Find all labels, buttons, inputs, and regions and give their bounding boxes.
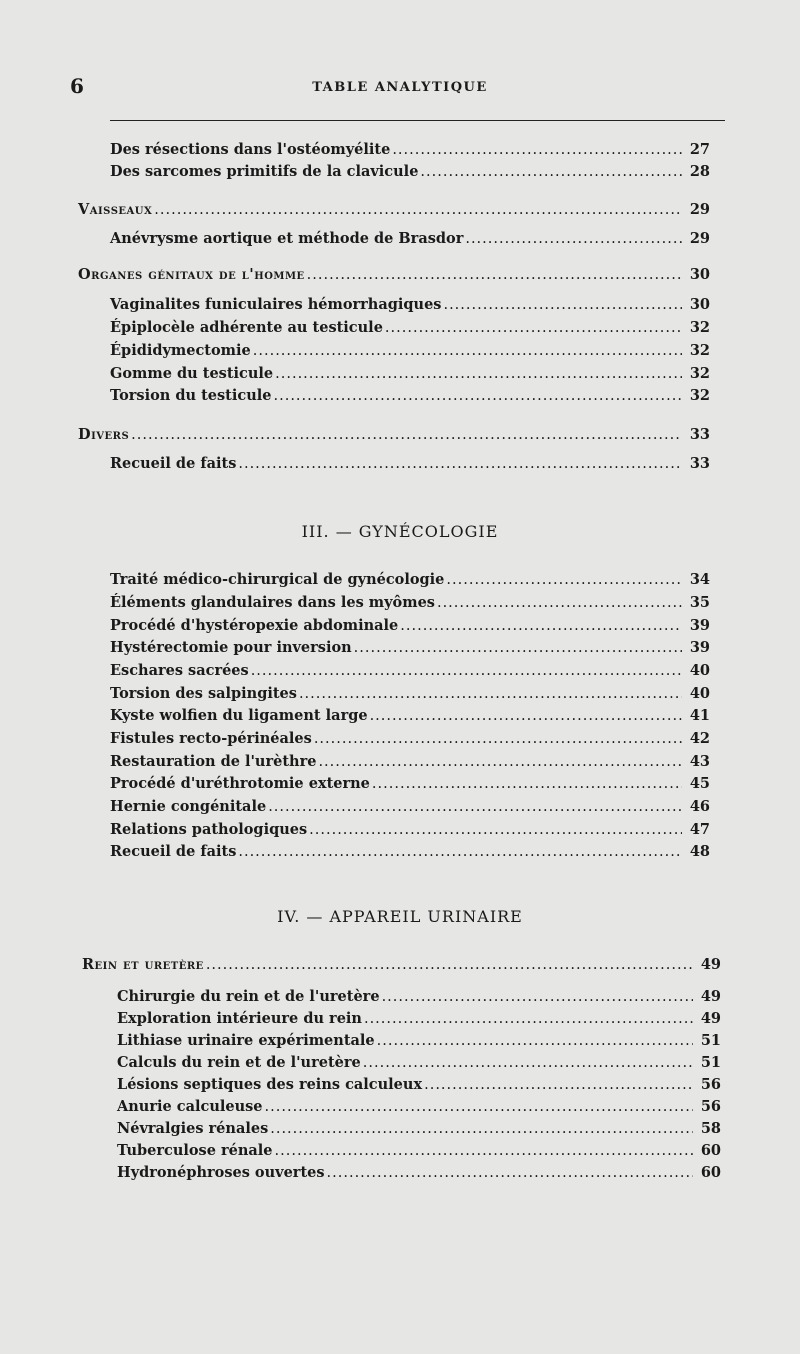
- toc-section-page: 49: [700, 956, 721, 973]
- toc-entry: [110, 296, 710, 313]
- toc-entry-title: Recueil de faits: [110, 455, 237, 472]
- toc-entry-page: 39: [689, 617, 710, 634]
- toc-entry-page: 56: [700, 1098, 721, 1115]
- toc-entry: [110, 617, 710, 634]
- toc-entry-page: 34: [689, 571, 710, 588]
- toc-entry: [110, 662, 710, 679]
- toc-entry-title: Anurie calculeuse: [117, 1098, 263, 1115]
- toc-entry: [117, 1164, 721, 1181]
- leader-dots: [206, 957, 693, 973]
- leader-dots: [318, 754, 682, 770]
- toc-entry: [110, 571, 710, 588]
- toc-section-page: 33: [689, 426, 710, 443]
- toc-entry-title: Restauration de l'urèthre: [110, 753, 317, 770]
- toc-entry-page: 60: [700, 1164, 721, 1181]
- section-heading-appareil-urinaire: IV. — APPAREIL URINAIRE: [277, 907, 523, 926]
- toc-entry-page: 39: [689, 639, 710, 656]
- toc-entry-page: 40: [689, 685, 710, 702]
- toc-entry: [110, 707, 710, 724]
- leader-dots: [465, 231, 682, 247]
- leader-dots: [443, 297, 682, 313]
- toc-entry-title: Kyste wolfien du ligament large: [110, 707, 368, 724]
- toc-entry: [110, 387, 710, 404]
- leader-dots: [299, 686, 682, 702]
- toc-entry-title: Relations pathologiques: [110, 821, 308, 838]
- toc-entry-page: 28: [689, 163, 710, 180]
- toc-entry-title: Des résections dans l'ostéomyélite: [110, 141, 391, 158]
- toc-section-rein: [82, 956, 721, 973]
- leader-dots: [265, 1099, 693, 1115]
- toc-section-vaisseaux: [78, 201, 710, 218]
- toc-entry-page: 33: [689, 455, 710, 472]
- toc-entry: [110, 141, 710, 158]
- leader-dots: [307, 267, 682, 283]
- toc-entry-page: 49: [700, 1010, 721, 1027]
- toc-entry-title: Torsion du testicule: [110, 387, 272, 404]
- toc-section-page: 30: [689, 266, 710, 283]
- toc-entry-title: Torsion des salpingites: [110, 685, 297, 702]
- toc-entry: [117, 1054, 721, 1071]
- leader-dots: [131, 427, 682, 443]
- toc-entry: [110, 775, 710, 792]
- toc-entry: [110, 594, 710, 611]
- toc-entry-title: Lithiase urinaire expérimentale: [117, 1032, 375, 1049]
- leader-dots: [238, 456, 682, 472]
- leader-dots: [275, 366, 682, 382]
- toc-entry-page: 58: [700, 1120, 721, 1137]
- toc-entry: [110, 821, 710, 838]
- toc-entry: [110, 685, 710, 702]
- toc-section-title: Vaisseaux: [78, 201, 153, 218]
- toc-entry-page: 43: [689, 753, 710, 770]
- toc-entry: [117, 1098, 721, 1115]
- page-number: 6: [70, 74, 84, 98]
- toc-entry-title: Exploration intérieure du rein: [117, 1010, 362, 1027]
- leader-dots: [309, 822, 682, 838]
- leader-dots: [385, 320, 682, 336]
- toc-entry-page: 32: [689, 342, 710, 359]
- toc-entry-title: Lésions septiques des reins calculeux: [117, 1076, 423, 1093]
- toc-entry: [110, 753, 710, 770]
- toc-entry-page: 27: [689, 141, 710, 158]
- toc-entry-title: Chirurgie du rein et de l'uretère: [117, 988, 380, 1005]
- toc-entry: [117, 1010, 721, 1027]
- leader-dots: [270, 1121, 693, 1137]
- toc-entry-title: Traité médico-chirurgical de gynécologie: [110, 571, 445, 588]
- leader-dots: [268, 799, 682, 815]
- toc-entry: [117, 988, 721, 1005]
- toc-section-title: Divers: [78, 426, 130, 443]
- toc-entry-title: Procédé d'hystéropexie abdominale: [110, 617, 399, 634]
- leader-dots: [314, 731, 682, 747]
- toc-entry: [117, 1076, 721, 1093]
- leader-dots: [437, 595, 682, 611]
- toc-entry: [110, 365, 710, 382]
- leader-dots: [377, 1033, 693, 1049]
- toc-entry-title: Épiplocèle adhérente au testicule: [110, 319, 383, 336]
- toc-entry-page: 51: [700, 1032, 721, 1049]
- toc-entry-page: 47: [689, 821, 710, 838]
- toc-entry: [110, 455, 710, 472]
- leader-dots: [253, 343, 682, 359]
- leader-dots: [400, 618, 682, 634]
- toc-entry-page: 46: [689, 798, 710, 815]
- toc-section-title: Rein et uretère: [82, 956, 204, 973]
- toc-entry-title: Calculs du rein et de l'uretère: [117, 1054, 361, 1071]
- toc-entry-page: 49: [700, 988, 721, 1005]
- toc-section-page: 29: [689, 201, 710, 218]
- toc-section-title: Organes génitaux de l'homme: [78, 266, 305, 283]
- toc-entry-title: Hernie congénitale: [110, 798, 267, 815]
- toc-entry-page: 29: [689, 230, 710, 247]
- leader-dots: [275, 1143, 693, 1159]
- page-header: [0, 74, 800, 104]
- toc-entry-title: Procédé d'uréthrotomie externe: [110, 775, 370, 792]
- toc-entry-title: Hydronéphroses ouvertes: [117, 1164, 325, 1181]
- leader-dots: [274, 388, 683, 404]
- toc-entry: [117, 1120, 721, 1137]
- toc-entry-page: 35: [689, 594, 710, 611]
- toc-entry-title: Épididymectomie: [110, 342, 251, 359]
- leader-dots: [354, 640, 682, 656]
- toc-entry: [110, 230, 710, 247]
- leader-dots: [392, 142, 682, 158]
- toc-entry: [110, 730, 710, 747]
- toc-entry: [117, 1032, 721, 1049]
- toc-entry-page: 51: [700, 1054, 721, 1071]
- toc-entry-title: Vaginalites funiculaires hémorrhagiques: [110, 296, 442, 313]
- toc-section-divers: [78, 426, 710, 443]
- toc-entry: [110, 843, 710, 860]
- toc-entry-title: Éléments glandulaires dans les myômes: [110, 594, 435, 611]
- section-heading-gynecologie: III. — GYNÉCOLOGIE: [301, 522, 499, 541]
- leader-dots: [370, 708, 682, 724]
- leader-dots: [251, 663, 682, 679]
- leader-dots: [372, 776, 682, 792]
- leader-dots: [420, 164, 682, 180]
- leader-dots: [382, 989, 693, 1005]
- toc-entry-title: Fistules recto-périnéales: [110, 730, 312, 747]
- toc-entry-page: 40: [689, 662, 710, 679]
- leader-dots: [327, 1165, 693, 1181]
- toc-entry: [110, 639, 710, 656]
- toc-entry-page: 32: [689, 365, 710, 382]
- toc-entry-page: 42: [689, 730, 710, 747]
- toc-entry-title: Anévrysme aortique et méthode de Brasdor: [110, 230, 464, 247]
- toc-section-organes: [78, 266, 710, 283]
- toc-entry-page: 30: [689, 296, 710, 313]
- leader-dots: [363, 1055, 693, 1071]
- toc-entry-page: 32: [689, 319, 710, 336]
- toc-entry-page: 60: [700, 1142, 721, 1159]
- toc-entry-page: 32: [689, 387, 710, 404]
- toc-entry: [110, 798, 710, 815]
- leader-dots: [446, 572, 682, 588]
- toc-entry-page: 48: [689, 843, 710, 860]
- toc-entry-title: Recueil de faits: [110, 843, 237, 860]
- toc-entry-title: Névralgies rénales: [117, 1120, 269, 1137]
- toc-entry: [117, 1142, 721, 1159]
- toc-entry: [110, 342, 710, 359]
- toc-entry-title: Tuberculose rénale: [117, 1142, 273, 1159]
- toc-entry-title: Des sarcomes primitifs de la clavicule: [110, 163, 419, 180]
- toc-entry-page: 41: [689, 707, 710, 724]
- toc-entry-title: Hystérectomie pour inversion: [110, 639, 352, 656]
- toc-entry: [110, 163, 710, 180]
- leader-dots: [154, 202, 682, 218]
- leader-dots: [424, 1077, 693, 1093]
- leader-dots: [238, 844, 682, 860]
- header-rule: [110, 120, 725, 121]
- leader-dots: [364, 1011, 693, 1027]
- toc-entry-title: Gomme du testicule: [110, 365, 274, 382]
- running-title: TABLE ANALYTIQUE: [312, 80, 488, 95]
- toc-entry-page: 45: [689, 775, 710, 792]
- toc-entry-title: Eschares sacrées: [110, 662, 249, 679]
- toc-entry: [110, 319, 710, 336]
- toc-entry-page: 56: [700, 1076, 721, 1093]
